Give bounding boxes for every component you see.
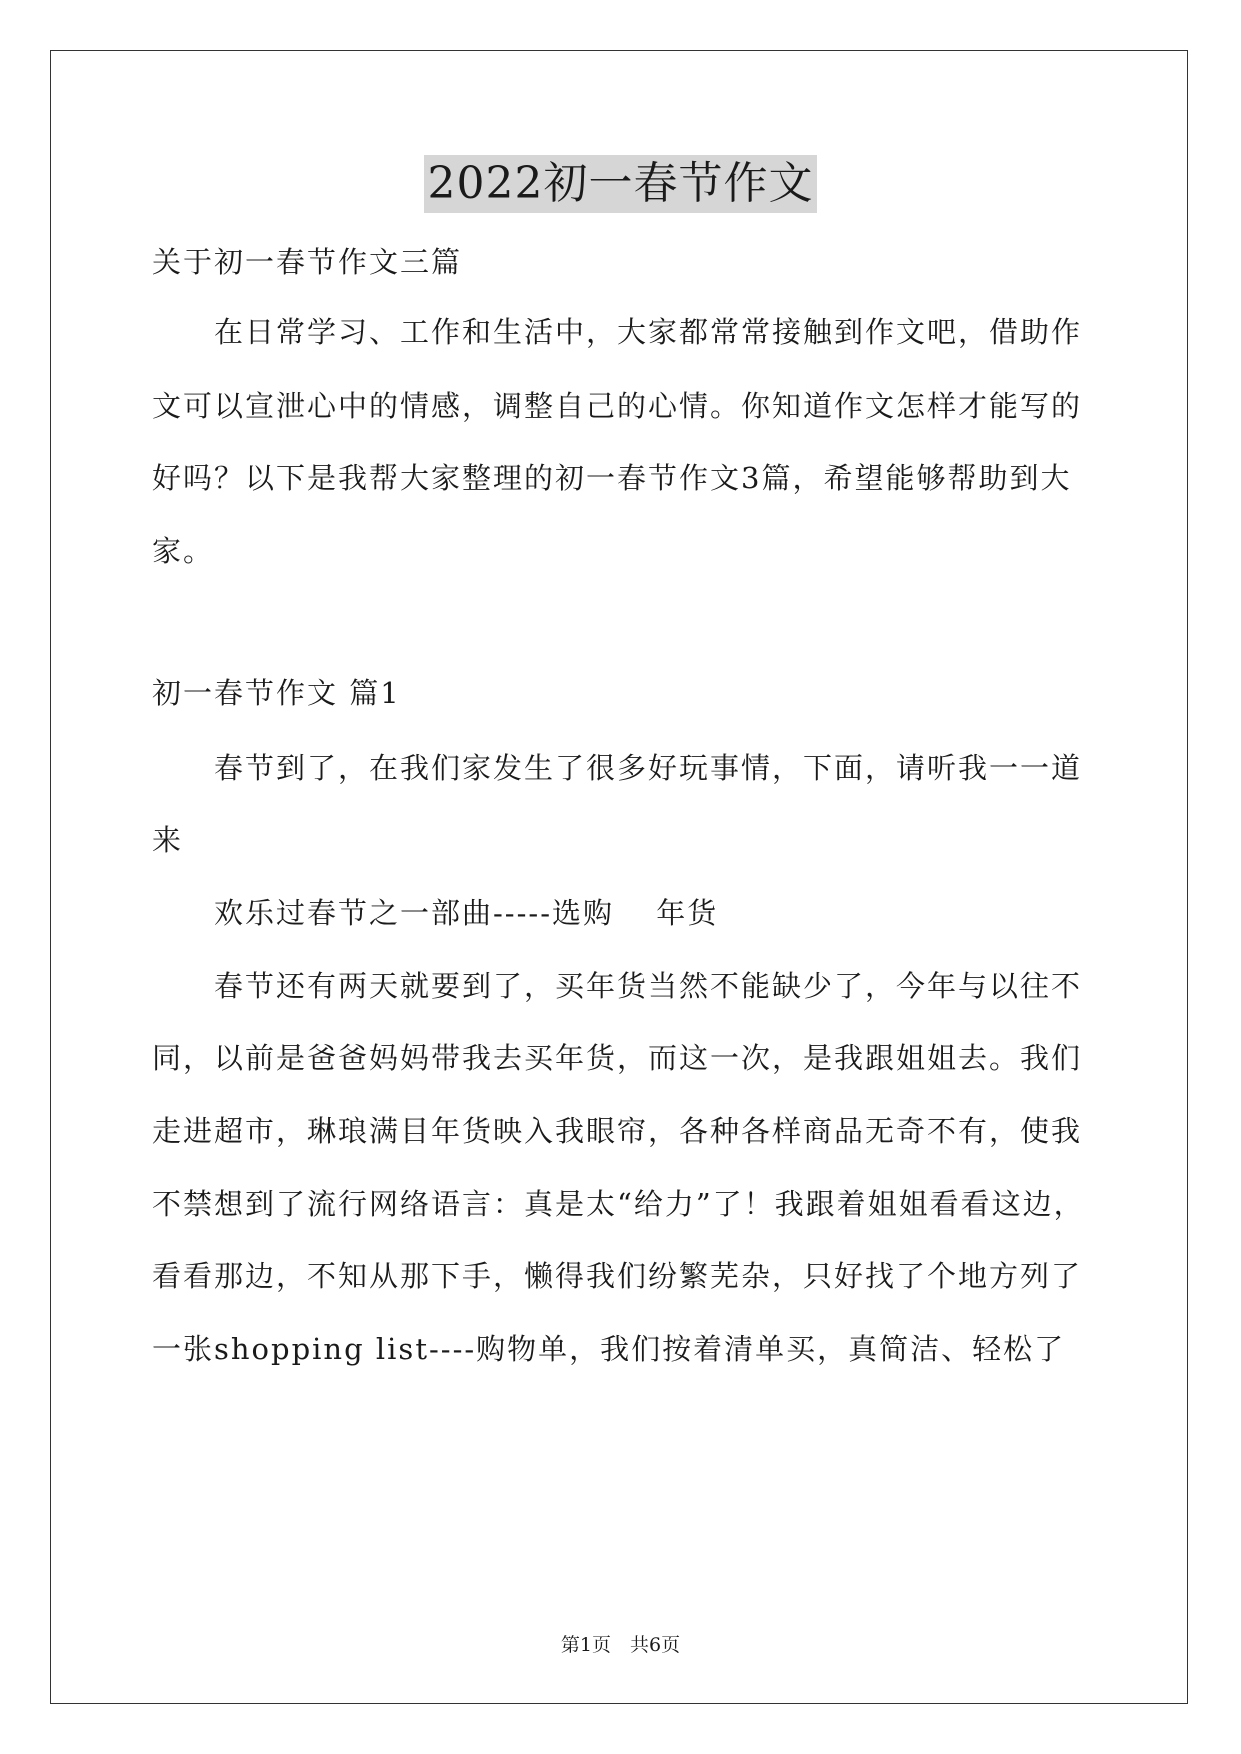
- body-line: 来: [152, 823, 184, 857]
- body-line: 同，以前是爸爸妈妈带我去买年货，而这一次，是我跟姐姐去。我们: [152, 1041, 1083, 1075]
- intro-line: 在日常学习、工作和生活中，大家都常常接触到作文吧，借助作: [152, 315, 1083, 349]
- body-line: 看看那边，不知从那下手，懒得我们纷繁芜杂，只好找了个地方列了: [152, 1259, 1083, 1293]
- body-line: 春节还有两天就要到了，买年货当然不能缺少了，今年与以往不: [152, 969, 1083, 1003]
- intro-line: 好吗？以下是我帮大家整理的初一春节作文3篇，希望能够帮助到大: [152, 461, 1072, 495]
- document-subtitle: 关于初一春节作文三篇: [152, 245, 463, 279]
- section-heading: 初一春节作文 篇1: [152, 676, 401, 710]
- body-line: 走进超市，琳琅满目年货映入我眼帘，各种各样商品无奇不有，使我: [152, 1114, 1083, 1148]
- page-footer: 第1页 共6页: [560, 1634, 681, 1656]
- document-title: 2022初一春节作文: [424, 155, 818, 213]
- body-line: 一张shopping list----购物单，我们按着清单买，真简洁、轻松了: [152, 1332, 1066, 1366]
- page-border: [50, 50, 1188, 1704]
- body-line: 不禁想到了流行网络语言：真是太“给力”了！我跟着姐姐看看这边，: [152, 1187, 1085, 1221]
- title-container: [0, 155, 1241, 213]
- intro-line: 文可以宣泄心中的情感，调整自己的心情。你知道作文怎样才能写的: [152, 389, 1083, 423]
- body-line: 欢乐过春节之一部曲-----选购 年货: [152, 896, 719, 930]
- body-line: 春节到了，在我们家发生了很多好玩事情，下面，请听我一一道: [152, 751, 1083, 785]
- intro-line: 家。: [152, 534, 215, 568]
